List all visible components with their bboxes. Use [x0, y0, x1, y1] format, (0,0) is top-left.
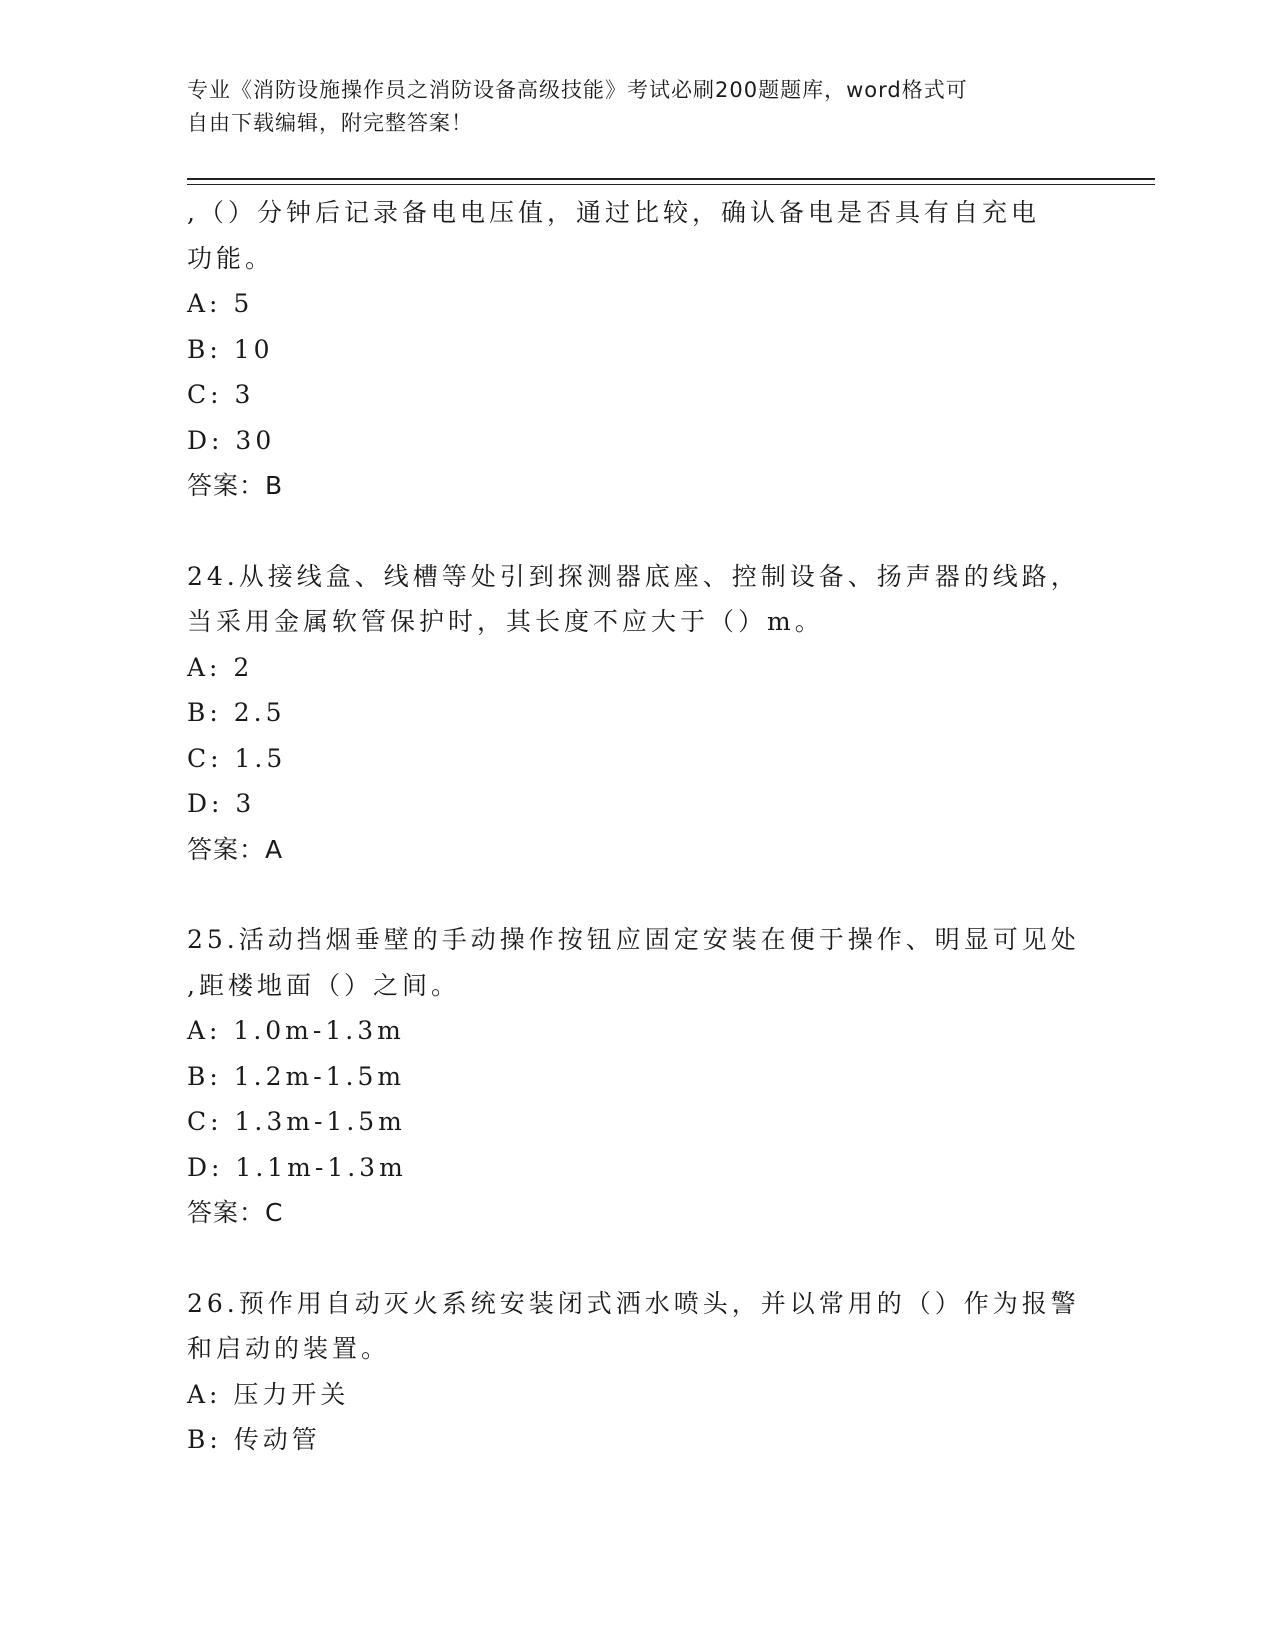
answer-line: 答案：B: [187, 471, 284, 500]
document-header: [187, 74, 1067, 140]
spacer: [187, 872, 1087, 917]
answer-line: 答案：C: [187, 1198, 284, 1227]
option-b: B: 10: [187, 334, 274, 364]
header-line-1: 专业《消防设施操作员之消防设备高级技能》考试必刷200题题库，word格式可: [187, 78, 968, 102]
option-b: B: 传动管: [187, 1425, 321, 1454]
option-a: A: 压力开关: [187, 1379, 350, 1409]
option-d: D: 30: [187, 425, 276, 455]
option-d: D: 1.1m-1.3m: [187, 1152, 407, 1182]
option-c: C: 3: [187, 380, 255, 409]
question-block: [187, 554, 1087, 873]
question-stem-line: 当采用金属软管保护时，其长度不应大于（）m。: [187, 607, 824, 636]
question-stem-line: 26.预作用自动灭火系统安装闭式洒水喷头，并以常用的（）作为报警: [187, 1288, 1080, 1318]
question-stem-line: 和启动的装置。: [187, 1334, 391, 1363]
question-stem-line: ,（）分钟后记录备电电压值，通过比较，确认备电是否具有自充电: [187, 198, 1040, 227]
header-rule-thick: [187, 178, 1155, 180]
option-c: C: 1.3m-1.5m: [187, 1107, 406, 1136]
option-d: D: 3: [187, 789, 256, 818]
answer-line: 答案：A: [187, 834, 284, 864]
option-a: A: 1.0m-1.3m: [187, 1016, 405, 1045]
question-stem-line: 24.从接线盒、线槽等处引到探测器底座、控制设备、扬声器的线路，: [187, 561, 1080, 591]
spacer: [187, 509, 1087, 554]
question-list: [187, 190, 1087, 1463]
spacer: [187, 1236, 1087, 1281]
option-c: C: 1.5: [187, 743, 287, 773]
option-a: A: 2: [187, 652, 254, 682]
question-stem-line: 25.活动挡烟垂壁的手动操作按钮应固定安装在便于操作、明显可见处: [187, 925, 1080, 954]
header-line-2: 自由下载编辑，附完整答案！: [187, 111, 473, 135]
option-a: A: 5: [187, 289, 254, 318]
question-block: [187, 917, 1087, 1236]
option-b: B: 1.2m-1.5m: [187, 1061, 406, 1091]
question-stem-line: 功能。: [187, 243, 275, 273]
question-stem-line: ,距楼地面（）之间。: [187, 970, 460, 1000]
header-rule-thin: [187, 184, 1155, 185]
question-block: [187, 1281, 1087, 1463]
question-block: [187, 190, 1087, 509]
option-b: B: 2.5: [187, 698, 286, 727]
